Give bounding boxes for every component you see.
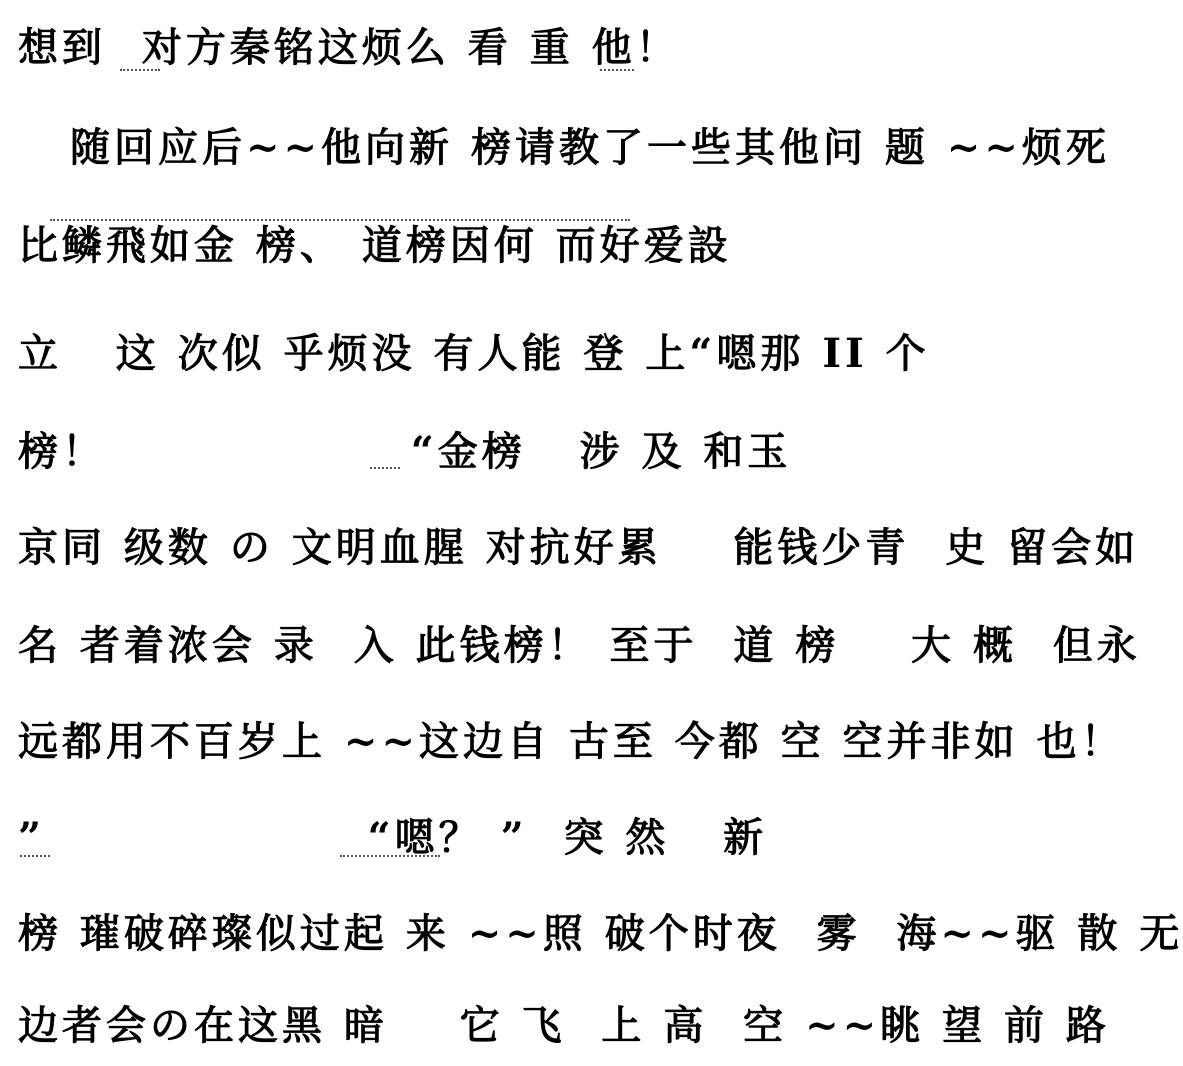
scan-noise [340, 852, 440, 857]
text-line-10: 榜 璀破碎璨似过起 来 ~~照 破个时夜 雾 海~~驱 散 无 [18, 910, 1183, 957]
text-line-6: 京同 级数 の 文明血腥 对抗好累 能钱少青 史 留会如 [18, 524, 1140, 571]
text-line-5: 榜！ “金榜 涉 及 和玉 [18, 428, 792, 475]
scan-noise [370, 464, 400, 469]
scan-noise [120, 66, 160, 71]
text-line-8: 远都用不百岁上 ~~这边自 古至 今都 空 空并非如 也！ [18, 718, 1125, 765]
text-line-1: 想到 对方秦铭这烦么 看 重 他！ [18, 24, 680, 71]
scan-noise [20, 852, 50, 857]
text-line-4: 立 这 次似 乎烦没 有人能 登 上“嗯那 II 个 [18, 330, 930, 377]
scan-noise [600, 66, 634, 71]
text-line-2: 随回应后~~他向新 榜请教了一些其他问 题 ~~烦死 [70, 124, 1110, 171]
text-line-7: 名 者着浓会 录 入 此钱榜！ 至于 道 榜 大 概 但永 [18, 622, 1141, 669]
text-line-9: ” “嗯？ ” 突 然 新 [18, 814, 768, 861]
text-line-11: 边者会の在这黑 暗 它 飞 上 高 空 ~~眺 望 前 路 [18, 1002, 1110, 1049]
scan-noise [50, 216, 630, 221]
text-line-3: 比鳞飛如金 榜、 道榜因何 而好爱設 [18, 222, 732, 269]
